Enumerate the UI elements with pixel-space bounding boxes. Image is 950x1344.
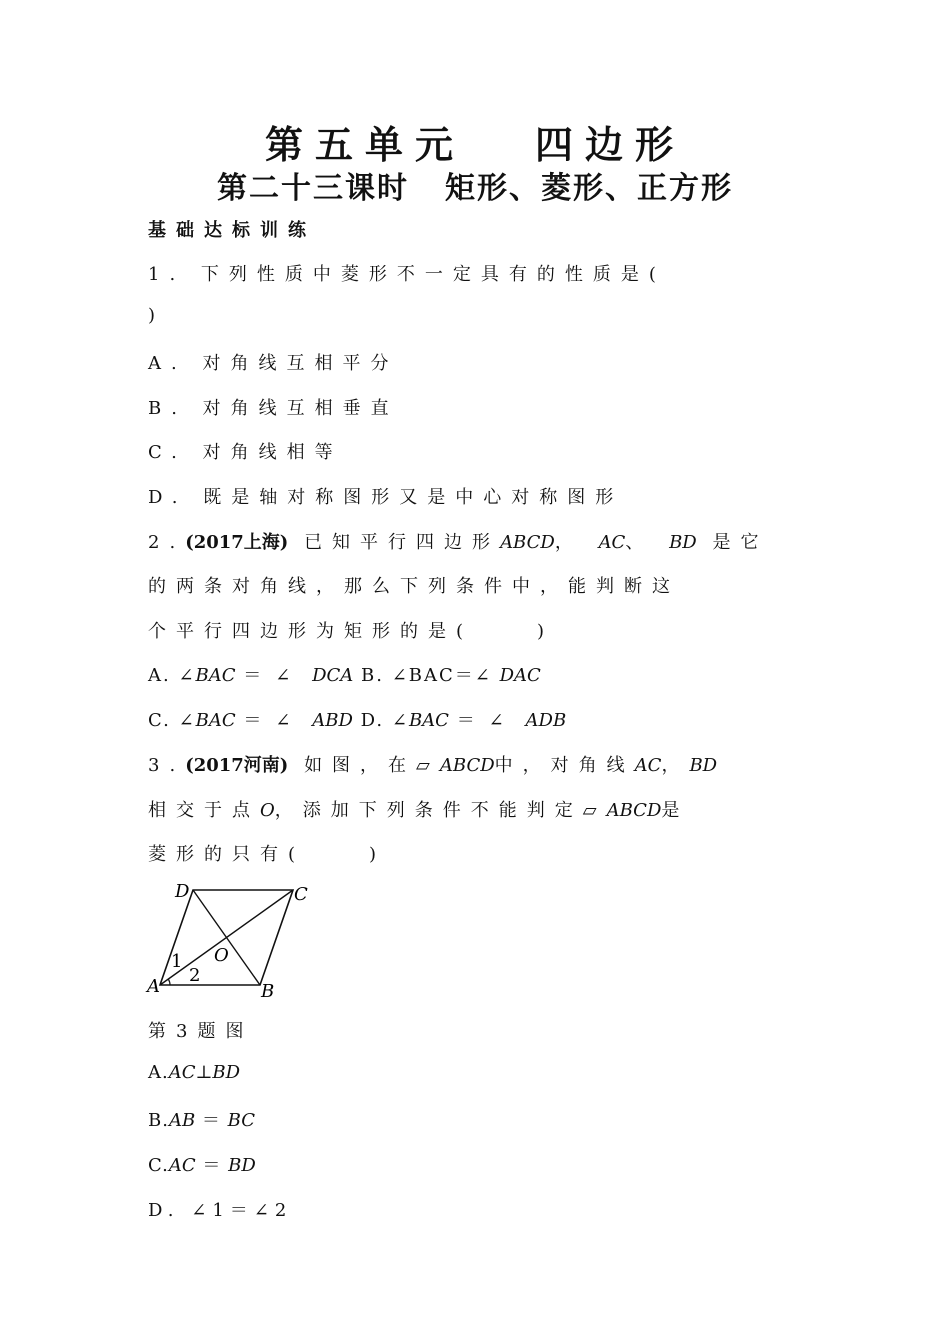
q3-bd: BD [689,755,718,776]
label-b: B [261,981,275,1002]
q3-text-3: 菱形的只有( [148,844,306,865]
q2-text-3: 个平行四边形为矩形的是( [148,621,474,642]
q1-stem: 1. 下列性质中菱形不一定具有的性质是( [148,264,666,285]
q2-opt-a-lhs: BAC [195,665,236,686]
q3-option-d: D. ∠1＝∠2 [148,1200,293,1221]
q2-dun: 、 [625,532,654,553]
lesson-title [0,163,950,207]
q3-text-2b: ，添加下列条件不能判定▱ [274,800,607,821]
q1-option-d: D. 既是轴对称图形又是中心对称图形 [148,487,624,508]
q2-opt-c-label: C. ∠ [148,710,196,731]
q3-text-1a: 如图，在▱ [304,755,440,776]
q3-option-c [148,1151,256,1177]
q3-line-1 [148,751,717,777]
q2-number: 2. [148,532,186,553]
q2-options-cd [148,706,566,732]
label-d: D [175,881,190,902]
q2-close: ) [537,621,555,642]
q3-number: 3. [148,755,186,776]
q2-opt-d-label: D. ∠ [360,710,409,731]
q3-opt-c-label: C. [148,1155,169,1176]
q3-text-2c: 是 [661,800,690,821]
q3-opt-b-eq: ＝ [201,1110,221,1131]
q2-line-2: 的两条对角线，那么下列条件中，能判断这 [148,576,680,597]
q2-opt-d-eq: ＝∠ [456,710,518,731]
label-angle-2: 2 [189,965,201,986]
q2-opt-a-rhs: DCA [312,665,354,686]
q3-close: ) [369,844,387,865]
q3-opt-c-lhs: AC [168,1155,196,1176]
q3-option-b [148,1106,255,1132]
q2-abcd: ABCD [500,532,555,553]
q2-comma: ， [554,532,583,553]
q2-opt-c-rhs: ABD [312,710,353,731]
q3-abcd-2: ABCD [606,800,662,821]
parallelogram-figure [140,870,320,1005]
q3-text-1b: 中，对角线 [494,755,635,776]
q2-opt-d-lhs: BAC [408,710,449,731]
label-angle-1: 1 [171,951,183,972]
q2-tail: 是它 [712,532,769,553]
label-o: O [214,945,229,966]
q3-source: (2017河南) [185,755,289,776]
q2-opt-d-rhs: ADB [525,710,567,731]
q1-option-c: C. 对角线相等 [148,442,343,463]
q3-point-o: O [260,800,275,821]
q2-ac: AC [598,532,626,553]
q3-line-2 [148,796,689,822]
unit-number: 第五单元 [264,122,465,167]
q3-opt-c-rhs: BD [228,1155,256,1176]
q2-opt-b-label: B. ∠BAC＝∠ [361,665,492,686]
q2-opt-a-label: A. ∠ [148,665,196,686]
q3-opt-b-lhs: AB [168,1110,196,1131]
q1-stem-close: ) [148,305,166,326]
q3-text-2a: 相交于点 [148,800,260,821]
label-a: A [147,976,160,997]
q3-opt-b-rhs: BC [227,1110,255,1131]
unit-title [0,114,950,169]
q3-opt-b-label: B. [148,1110,169,1131]
q2-line-1 [148,528,768,554]
q3-opt-c-eq: ＝ [202,1155,222,1176]
q2-text-1: 已知平行四边形 [304,532,501,553]
unit-topic: 四边形 [535,122,686,167]
q3-line-3 [148,840,386,866]
q2-options-ab [148,661,541,687]
diagonal-bd [193,890,260,985]
angle-arc [169,980,171,986]
q3-abcd: ABCD [439,755,495,776]
section-heading: 基础达标训练 [148,220,316,241]
figure-caption: 第3题图 [148,1021,254,1042]
lesson-number: 第二十三课时 [217,171,409,206]
q2-opt-b-rhs: DAC [499,665,541,686]
q1-option-b: B. 对角线互相垂直 [148,398,399,419]
q3-ac: AC [634,755,662,776]
q2-opt-c-lhs: BAC [195,710,236,731]
q2-line-3 [148,617,554,643]
lesson-topic: 矩形、菱形、正方形 [445,171,733,206]
label-c: C [294,884,308,905]
q1-option-a: A. 对角线互相平分 [148,353,399,374]
q3-option-a [148,1062,240,1083]
q2-source: (2017上海) [185,532,289,553]
q3-opt-a-label: A. [148,1062,169,1083]
q3-opt-a-math: AC⊥BD [168,1062,241,1083]
q3-text-1c: ， [661,755,690,776]
q2-bd: BD [669,532,697,553]
q2-opt-c-eq: ＝∠ [243,710,305,731]
q2-opt-a-eq: ＝∠ [243,665,305,686]
